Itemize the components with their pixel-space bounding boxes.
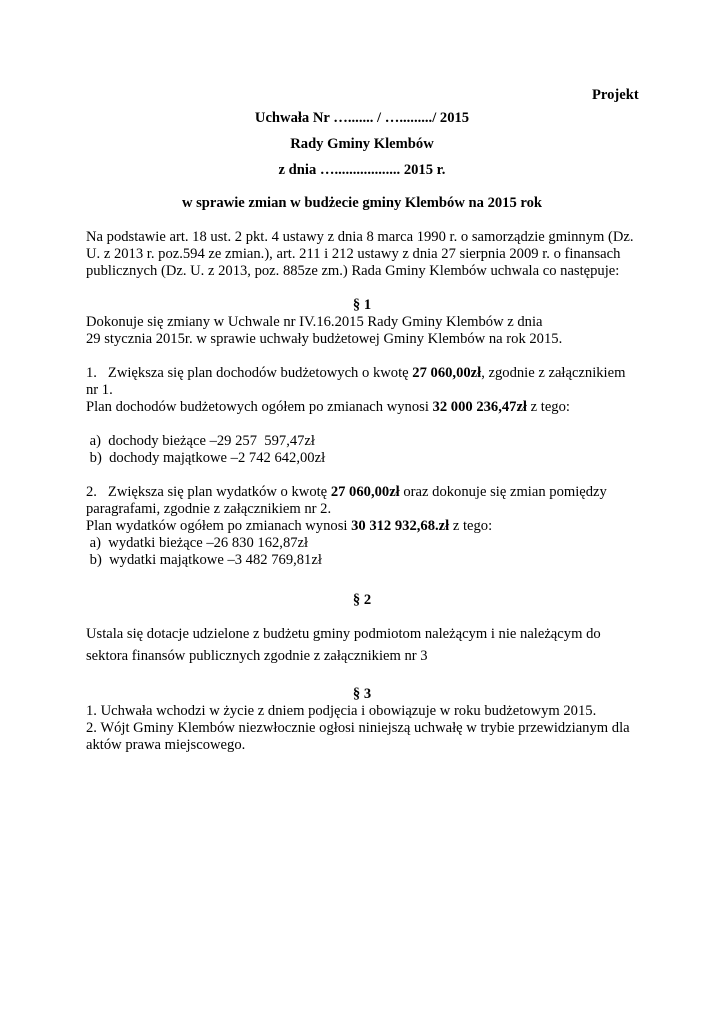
expense-current: a) wydatki bieżące –26 830 162,87zł bbox=[86, 535, 309, 551]
income-increase-line bbox=[86, 364, 625, 382]
expense-capital: b) wydatki majątkowe –3 482 769,81zł bbox=[86, 552, 322, 568]
item-1-text: Zwiększa się plan dochodów budżetowych o kwotę bbox=[107, 365, 413, 381]
expense-total-after: z tego: bbox=[449, 518, 493, 534]
expense-total-text: Plan wydatków ogółem po zmianach wynosi bbox=[86, 518, 352, 534]
section-3-line-1: 1. Uchwała wchodzi w życie z dniem podjęcia i obowiązuje w roku budżetowym 2015. bbox=[86, 703, 597, 719]
section-1-intro-line-1: Dokonuje się zmiany w Uchwale nr IV.16.2015 Rady Gminy Klembów z dnia bbox=[86, 314, 543, 330]
preamble-line-3: publicznych (Dz. U. z 2013, poz. 885ze zm.) Rada Gminy Klembów uchwala co następuje: bbox=[86, 263, 620, 279]
income-increase-line-2: nr 1. bbox=[86, 382, 113, 398]
resolution-date: z dnia ….................. 2015 r. bbox=[278, 162, 446, 178]
item-1-text-after: , zgodnie z załącznikiem bbox=[481, 365, 626, 381]
section-3-line-2: 2. Wójt Gminy Klembów niezwłocznie ogłosi niniejszą uchwałę w trybie przewidzianym dla bbox=[86, 720, 630, 736]
section-2-heading: § 2 bbox=[352, 592, 372, 608]
expense-total-amount: 30 312 932,68 bbox=[351, 518, 435, 534]
expense-increase-line bbox=[86, 483, 607, 501]
expense-increase-line-2: paragrafami, zgodnie z załącznikiem nr 2. bbox=[86, 501, 332, 517]
item-2-text-after: oraz dokonuje się zmian pomiędzy bbox=[399, 484, 607, 500]
resolution-number: Uchwała Nr …....... / …........./ 2015 bbox=[254, 110, 470, 126]
item-1-amount: 27 060,00zł bbox=[412, 365, 482, 381]
expense-total-line bbox=[86, 517, 492, 535]
income-capital: b) dochody majątkowe –2 742 642,00zł bbox=[86, 450, 326, 466]
income-total-amount: 32 000 236,47zł bbox=[432, 399, 527, 415]
resolution-subject: w sprawie zmian w budżecie gminy Klembów na 2015 rok bbox=[181, 195, 543, 211]
income-current: a) dochody bieżące –29 257 597,47zł bbox=[86, 433, 315, 449]
preamble-line-1: Na podstawie art. 18 ust. 2 pkt. 4 ustawy z dnia 8 marca 1990 r. o samorządzie gminnym (Dz. bbox=[86, 229, 634, 245]
section-2-line-2: sektora finansów publicznych zgodnie z załącznikiem nr 3 bbox=[86, 648, 428, 664]
income-total-after: z tego: bbox=[526, 399, 570, 415]
expense-total-amount-tail: .zł bbox=[435, 518, 450, 534]
section-3-line-3: aktów prawa miejscowego. bbox=[86, 737, 246, 753]
preamble-line-2: U. z 2013 r. poz.594 ze zmian.), art. 211 i 212 ustawy z dnia 27 sierpnia 2009 r. o finansach bbox=[86, 246, 621, 262]
council-name: Rady Gminy Klembów bbox=[290, 136, 434, 152]
projekt-label: Projekt bbox=[592, 87, 639, 103]
item-1-number: 1. bbox=[86, 365, 97, 381]
item-2-number: 2. bbox=[86, 484, 97, 500]
item-2-amount: 27 060,00zł bbox=[330, 484, 400, 500]
section-1-intro-line-2: 29 stycznia 2015r. w sprawie uchwały budżetowej Gminy Klembów na rok 2015. bbox=[86, 331, 563, 347]
income-total-line bbox=[86, 398, 570, 416]
item-2-text: Zwiększa się plan wydatków o kwotę bbox=[107, 484, 331, 500]
income-total-text: Plan dochodów budżetowych ogółem po zmianach wynosi bbox=[86, 399, 433, 415]
section-1-heading: § 1 bbox=[352, 297, 372, 313]
section-2-line-1: Ustala się dotacje udzielone z budżetu gminy podmiotom należącym i nie należącym do bbox=[86, 626, 601, 642]
section-3-heading: § 3 bbox=[352, 686, 372, 702]
